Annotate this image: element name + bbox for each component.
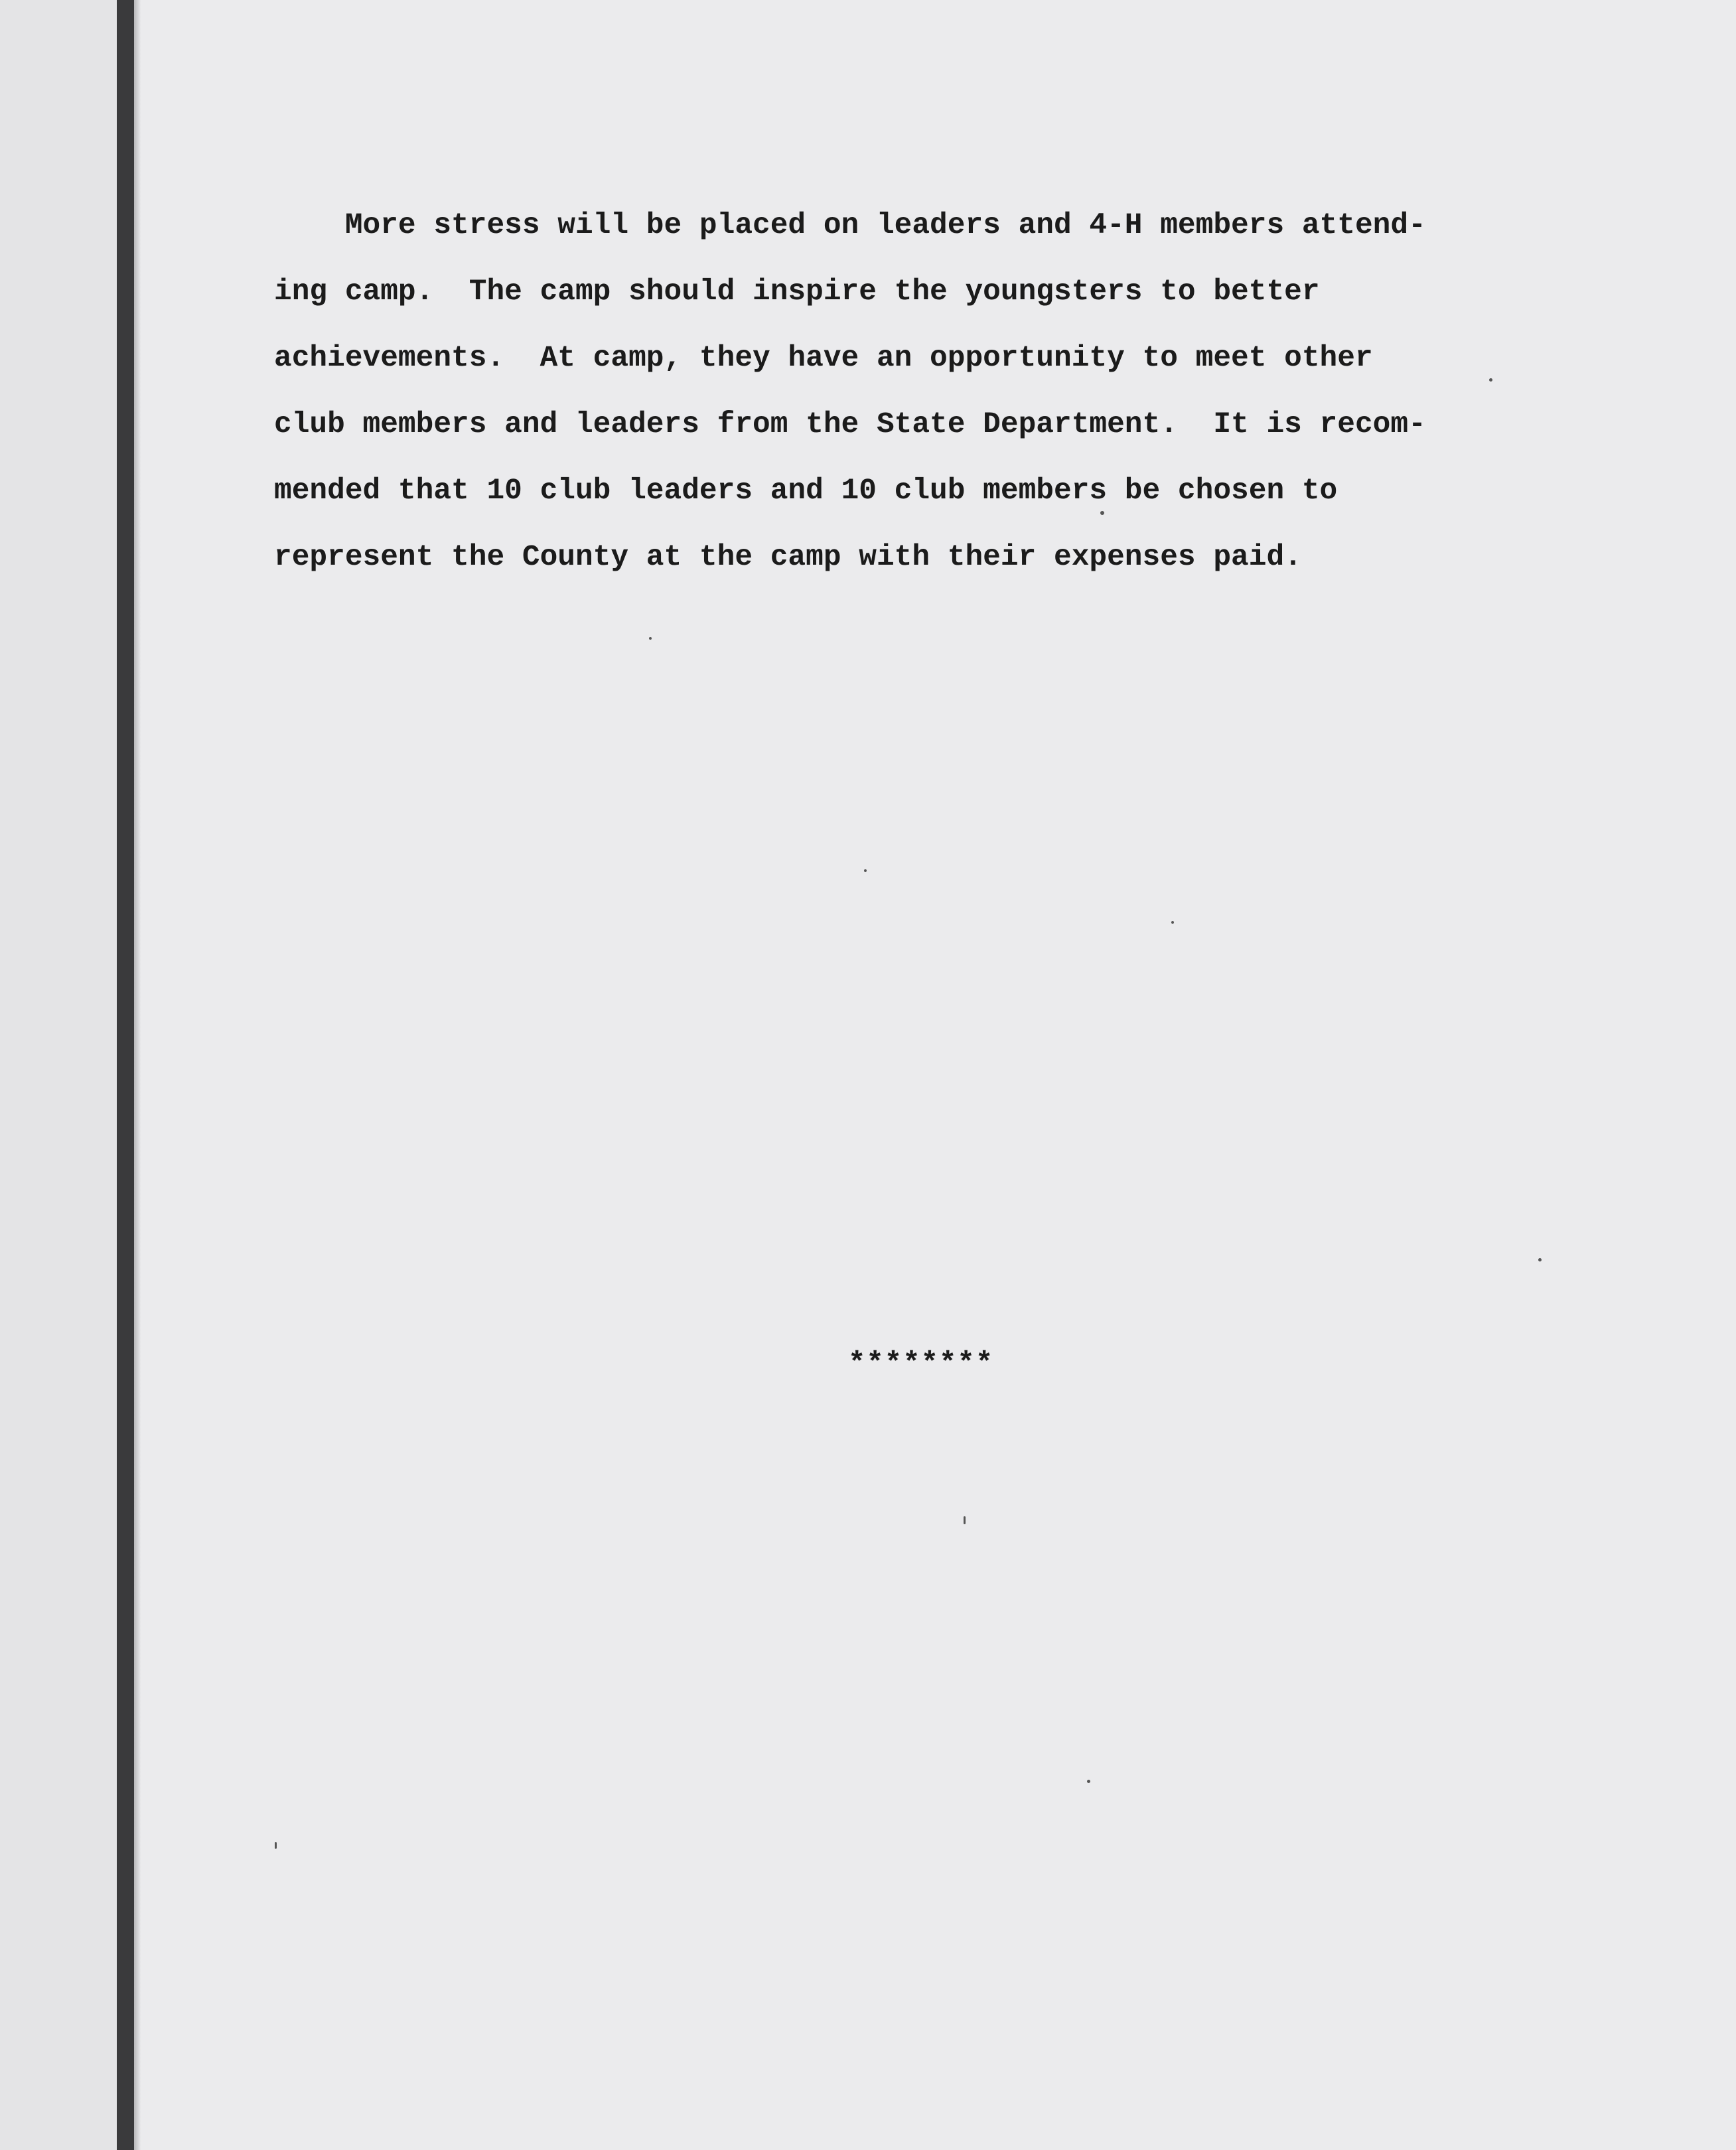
paragraph-line: represent the County at the camp with their expenses paid. (274, 541, 1302, 574)
paper-speck (649, 637, 652, 640)
report-paragraph (274, 192, 1568, 591)
paper-speck (864, 869, 867, 872)
paper-speck (1489, 378, 1492, 382)
section-separator: ******** (848, 1347, 994, 1380)
left-margin (0, 0, 117, 2150)
binding-shadow (134, 0, 141, 2150)
paper-speck (964, 1516, 966, 1524)
paper-speck (275, 1842, 277, 1849)
paragraph-line: ing camp. The camp should inspire the youngsters to better (274, 275, 1320, 309)
paragraph-line: More stress will be placed on leaders and 4-H members attend- (274, 209, 1426, 242)
binding-edge (117, 0, 134, 2150)
paragraph-line: mended that 10 club leaders and 10 club members be chosen to (274, 474, 1338, 508)
paper-speck (1538, 1258, 1542, 1261)
paper-speck (1171, 921, 1174, 924)
paragraph-line: achievements. At camp, they have an opportunity to meet other (274, 342, 1373, 375)
paper-speck (1087, 1780, 1090, 1783)
paragraph-line: club members and leaders from the State Department. It is recom- (274, 408, 1426, 441)
paper-speck (1100, 511, 1104, 515)
